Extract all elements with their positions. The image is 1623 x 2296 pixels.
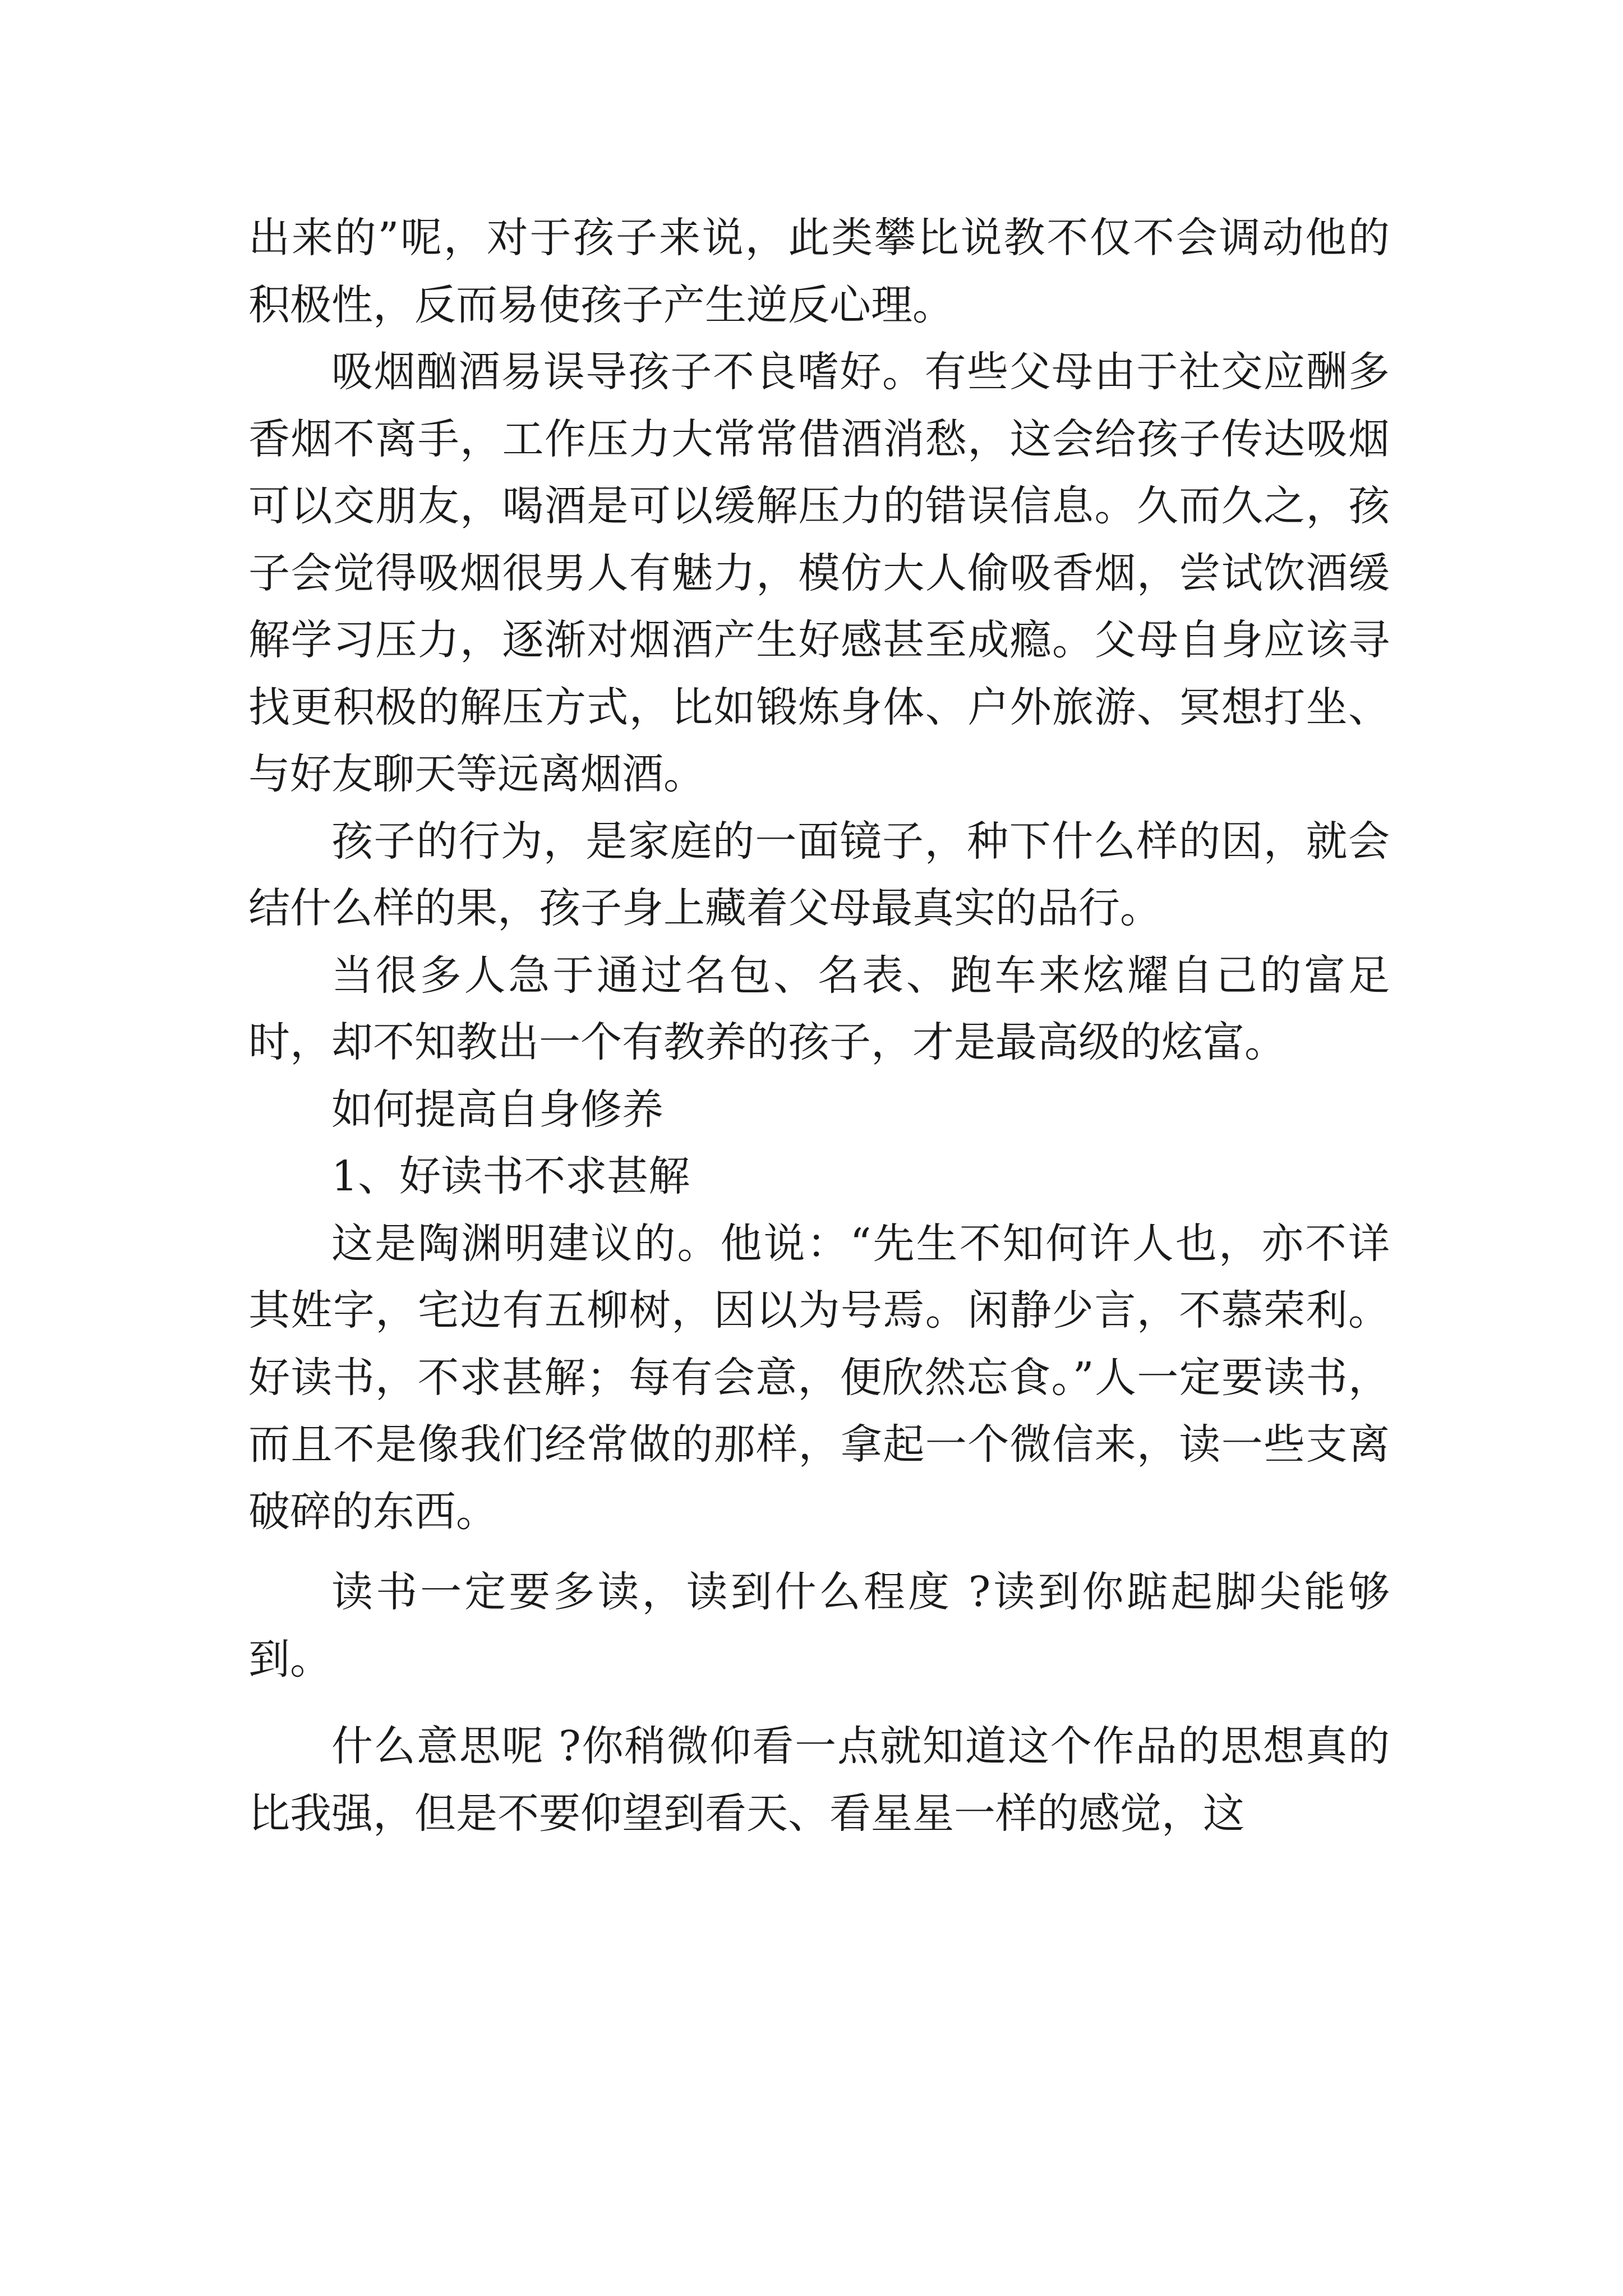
paragraph-5: 这是陶渊明建议的。他说：“先生不知何许人也，亦不详其姓字，宅边有五柳树，因以为号焉。闲静少言，不慕荣利。好读书，不求甚解；每有会意，便欣然忘食。”人一定要读书，而且不是像我们经常做的那样，拿起一个微信来，读一些支离破碎的东西。 — [248, 1219, 1390, 1536]
paragraph-2: 吸烟酗酒易误导孩子不良嗜好。有些父母由于社交应酬多香烟不离手，工作压力大常常借酒消愁，这会给孩子传达吸烟可以交朋友，喝酒是可以缓解压力的错误信息。久而久之，孩子会觉得吸烟很男人有魅力，模仿大人偷吸香烟，尝试饮酒缓解学习压力，逐渐对烟酒产生好感甚至成瘾。父母自身应该寻找更积极的解压方式，比如锻炼身体、户外旅游、冥想打坐、与好友聊天等远离烟酒。 — [248, 348, 1390, 798]
paragraph-1: 出来的”呢，对于孩子来说，此类攀比说教不仅不会调动他的积极性，反而易使孩子产生逆反心理。 — [248, 214, 1390, 329]
document-body — [248, 205, 1390, 1847]
paragraph-4: 当很多人急于通过名包、名表、跑车来炫耀自己的富足时，却不知教出一个有教养的孩子，才是最高级的炫富。 — [248, 951, 1390, 1066]
subsection-heading-1: 1、好读书不求甚解 — [331, 1152, 690, 1200]
paragraph-7: 什么意思呢 ?你稍微仰看一点就知道这个作品的思想真的比我强，但是不要仰望到看天、看星星一样的感觉，这 — [248, 1722, 1390, 1838]
section-heading: 如何提高自身修养 — [331, 1085, 663, 1134]
paragraph-3: 孩子的行为，是家庭的一面镜子，种下什么样的因，就会结什么样的果，孩子身上藏着父母最真实的品行。 — [248, 817, 1390, 932]
paragraph-6: 读书一定要多读，读到什么程度 ?读到你踮起脚尖能够到。 — [248, 1568, 1390, 1683]
